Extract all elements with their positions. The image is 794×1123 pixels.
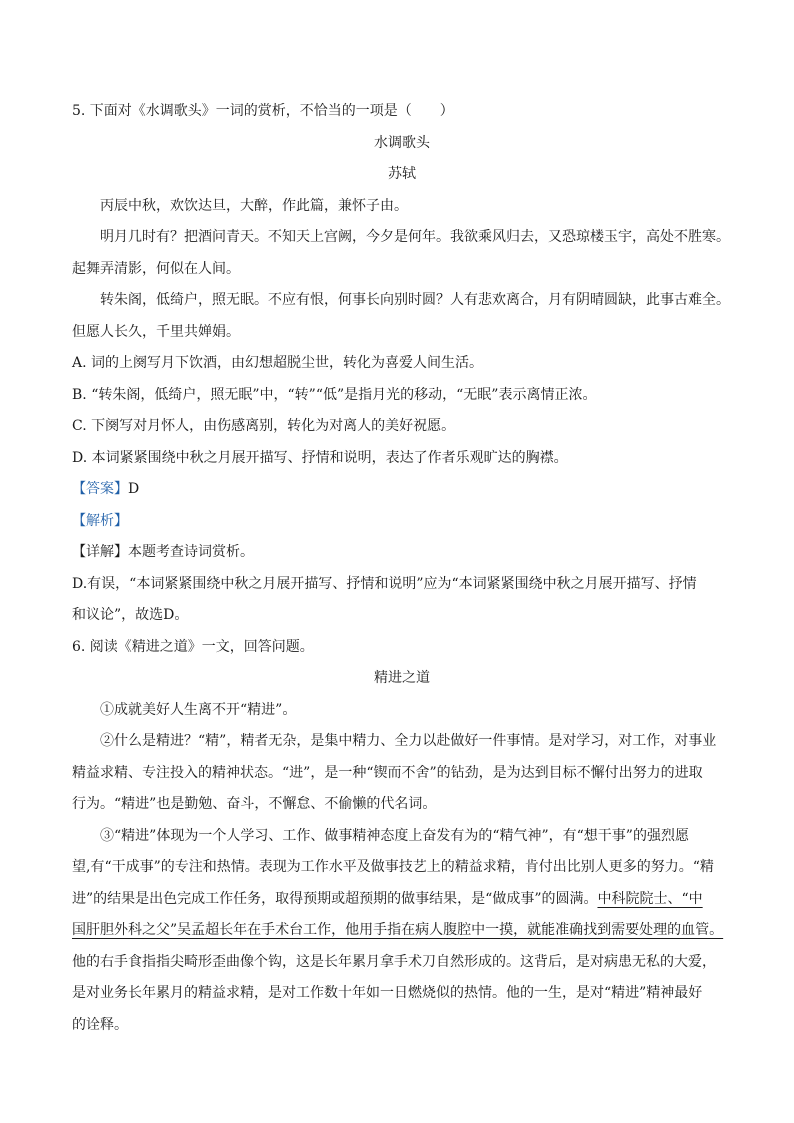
article-paragraph-3-line7: 的诠释。 (72, 1016, 128, 1033)
option-d: D. 本词紧紧围绕中秋之月展开描写、抒情和说明，表达了作者乐观旷达的胸襟。 (72, 449, 568, 466)
article-paragraph-3-line5: 他的右手食指指尖畸形歪曲像个钩，这是长年累月拿手术刀自然形成的。这背后，是对病患无私的大爱， (72, 953, 716, 970)
answer-value: D (128, 481, 140, 497)
article-title: 精进之道 (374, 670, 430, 686)
detail-text: 本题考查诗词赏析。 (128, 544, 254, 560)
article-paragraph-3-line1: ③“精进”体现为一个人学习、工作、做事精神态度上奋发有为的“精气神”，有“想干事”的强烈愿 (100, 827, 689, 844)
article-paragraph-3-line3 (72, 884, 732, 916)
article-paragraph-2-line1: ②什么是精进？“精”，精者无杂，是集中精力、全力以赴做好一件事情。是对学习，对工作，对事业 (100, 733, 717, 749)
option-c: C. 下阕写对月怀人，由伤感离别，转化为对离人的美好祝愿。 (72, 418, 456, 434)
poem-preface: 丙辰中秋，欢饮达旦，大醉，作此篇，兼怀子由。 (100, 197, 408, 214)
article-paragraph-2-line3: 行为。“精进”也是勤勉、奋斗，不懈怠、不偷懒的代名词。 (72, 796, 437, 812)
detail-row (72, 537, 732, 569)
article-paragraph-3-line2: 望,有“干成事”的专注和热情。表现为工作水平及做事技艺上的精益求精，肯付出比别人更多的努力。“精 (72, 859, 714, 875)
explanation-line2: 和议论”，故选D。 (72, 607, 189, 623)
question-6-stem: 6. 阅读《精进之道》一文，回答问题。 (72, 638, 314, 655)
poem-stanza2-line2: 但愿人长久，千里共婵娟。 (72, 323, 240, 340)
article-paragraph-2-line2: 精益求精、专注投入的精神状态。“进”，是一种“锲而不舍”的钻劲，是为达到目标不懈付出努力的进取 (72, 764, 703, 781)
paragraph-3-line3-plain: 进”的结果是出色完成工作任务，取得预期或超预期的做事结果，是“做成事”的圆满。 (72, 890, 598, 907)
poem-stanza2-line1: 转朱阁，低绮户，照无眠。不应有恨，何事长向别时圆？人有悲欢离合，月有阴晴圆缺，此事古难全。 (100, 292, 730, 308)
article-paragraph-3-line6: 是对业务长年累月的精益求精，是对工作数十年如一日燃烧似的热情。他的一生，是对“精进”精神最好 (72, 985, 703, 1001)
option-a: A. 词的上阕写月下饮酒，由幻想超脱尘世，转化为喜爱人间生活。 (72, 355, 484, 371)
poem-stanza1-line2: 起舞弄清影，何似在人间。 (72, 260, 240, 277)
explanation-line1: D.有误，“本词紧紧围绕中秋之月展开描写、抒情和说明”应为“本词紧紧围绕中秋之月展开描写、抒情 (72, 575, 697, 592)
underlined-sentence-start: 中科院院士、“中 (597, 890, 703, 907)
analysis-row (72, 506, 732, 538)
option-b: B. “转朱阁，低绮户，照无眠”中，“转”“低”是指月光的移动，“无眠”表示离情正浓。 (72, 386, 597, 403)
poem-stanza1-line1: 明月几时有？把酒问青天。不知天上宫阙，今夕是何年。我欲乘风归去，又恐琼楼玉宇，高处不胜寒。 (100, 229, 730, 245)
document-page (72, 96, 732, 1041)
article-paragraph-1: ①成就美好人生离不开“精进”。 (100, 701, 297, 718)
analysis-tag: 【解析】 (72, 512, 128, 529)
poem-author: 苏轼 (388, 166, 416, 182)
poem-title: 水调歌头 (374, 134, 430, 151)
underlined-sentence-end: 国肝胆外科之父”吴孟超长年在手术台工作，他用手指在病人腹腔中一摸，就能准确找到需要处理的血管。 (72, 922, 724, 938)
answer-tag: 【答案】 (72, 481, 128, 497)
answer-row (72, 474, 732, 506)
question-5-stem: 5. 下面对《水调歌头》一词的赏析，不恰当的一项是（ ） (72, 103, 454, 119)
detail-tag: 【详解】 (72, 544, 128, 560)
